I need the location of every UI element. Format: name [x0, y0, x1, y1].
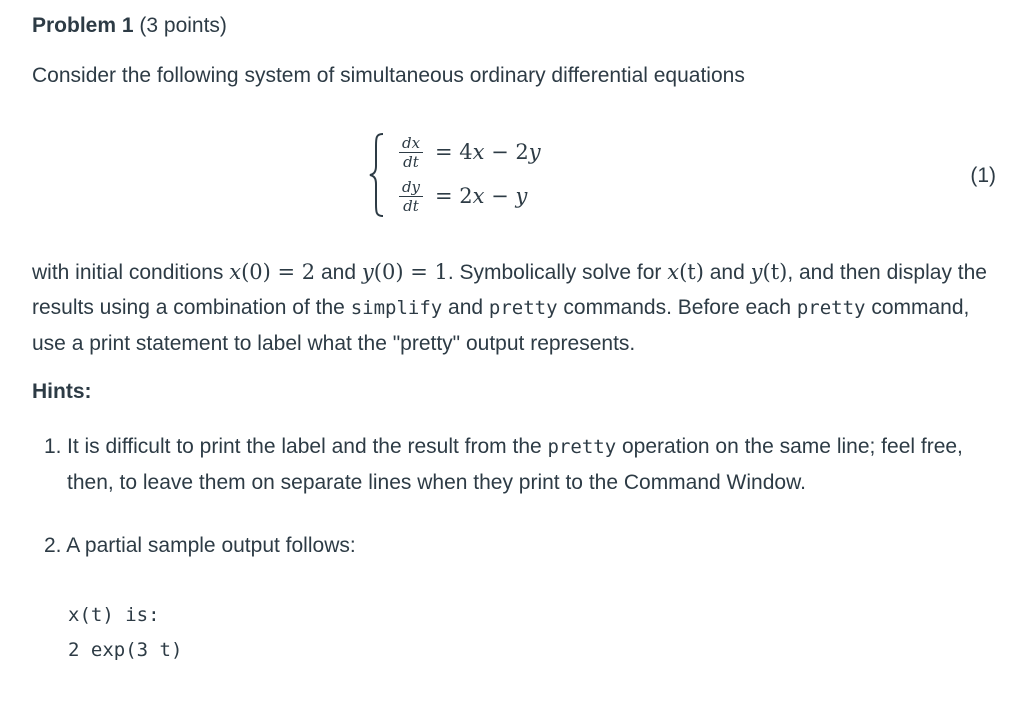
- problem-points: (3 points): [139, 14, 227, 37]
- math-xt: x(t): [667, 260, 704, 284]
- math-yt: y(t): [750, 260, 788, 284]
- fraction-dx-dt: [399, 135, 423, 170]
- fraction-denominator: dt: [403, 152, 419, 171]
- code-pretty: pretty: [796, 297, 866, 319]
- fraction-dy-dt: [399, 179, 423, 214]
- hints-heading: Hints:: [32, 380, 92, 403]
- equation-rhs-2: = 2x − y: [435, 184, 528, 208]
- fraction-numerator: dy: [401, 177, 421, 196]
- sample-output-line: x(t) is:: [68, 604, 160, 626]
- fraction-denominator: dt: [403, 196, 419, 215]
- hint-item-2: [44, 532, 356, 560]
- fraction-numerator: dx: [401, 133, 421, 152]
- equation-system: [367, 130, 597, 222]
- equation-number: (1): [970, 164, 996, 187]
- code-pretty: pretty: [488, 297, 558, 319]
- intro-text: Consider the following system of simultaneous ordinary differential equations: [32, 64, 745, 87]
- equation-rhs-1: = 4x − 2y: [435, 140, 541, 164]
- list-number: 1.: [44, 435, 62, 458]
- problem-title: [32, 12, 227, 40]
- math-y0: y(0) = 1: [361, 260, 448, 284]
- hint-text: It is difficult to print the label and the result from the pretty operation on the same line; feel free, then, to leave them on separate lines when they print to the Command Window.: [67, 435, 963, 494]
- hint-text: A partial sample output follows:: [66, 534, 356, 557]
- code-simplify: simplify: [350, 297, 443, 319]
- sample-output-block: [68, 598, 182, 668]
- problem-title-bold: Problem 1: [32, 14, 134, 37]
- hint-item-1: [44, 429, 984, 500]
- math-x0: x(0) = 2: [229, 260, 316, 284]
- sample-output-line: 2 exp(3 t): [68, 639, 183, 661]
- equation-row-dx: [399, 130, 541, 174]
- code-pretty: pretty: [547, 436, 617, 458]
- equation-row-dy: [399, 174, 527, 218]
- instructions-paragraph: with initial conditions x(0) = 2 and y(0) = 1. Symbolically solve for x(t) and y(t), and then display the results using a combination of the simplify and pretty commands. Before each pretty command, use a print statement to label what the "pretty" output represents.: [32, 260, 987, 355]
- left-brace-icon: [367, 132, 387, 218]
- list-number: 2.: [44, 534, 62, 557]
